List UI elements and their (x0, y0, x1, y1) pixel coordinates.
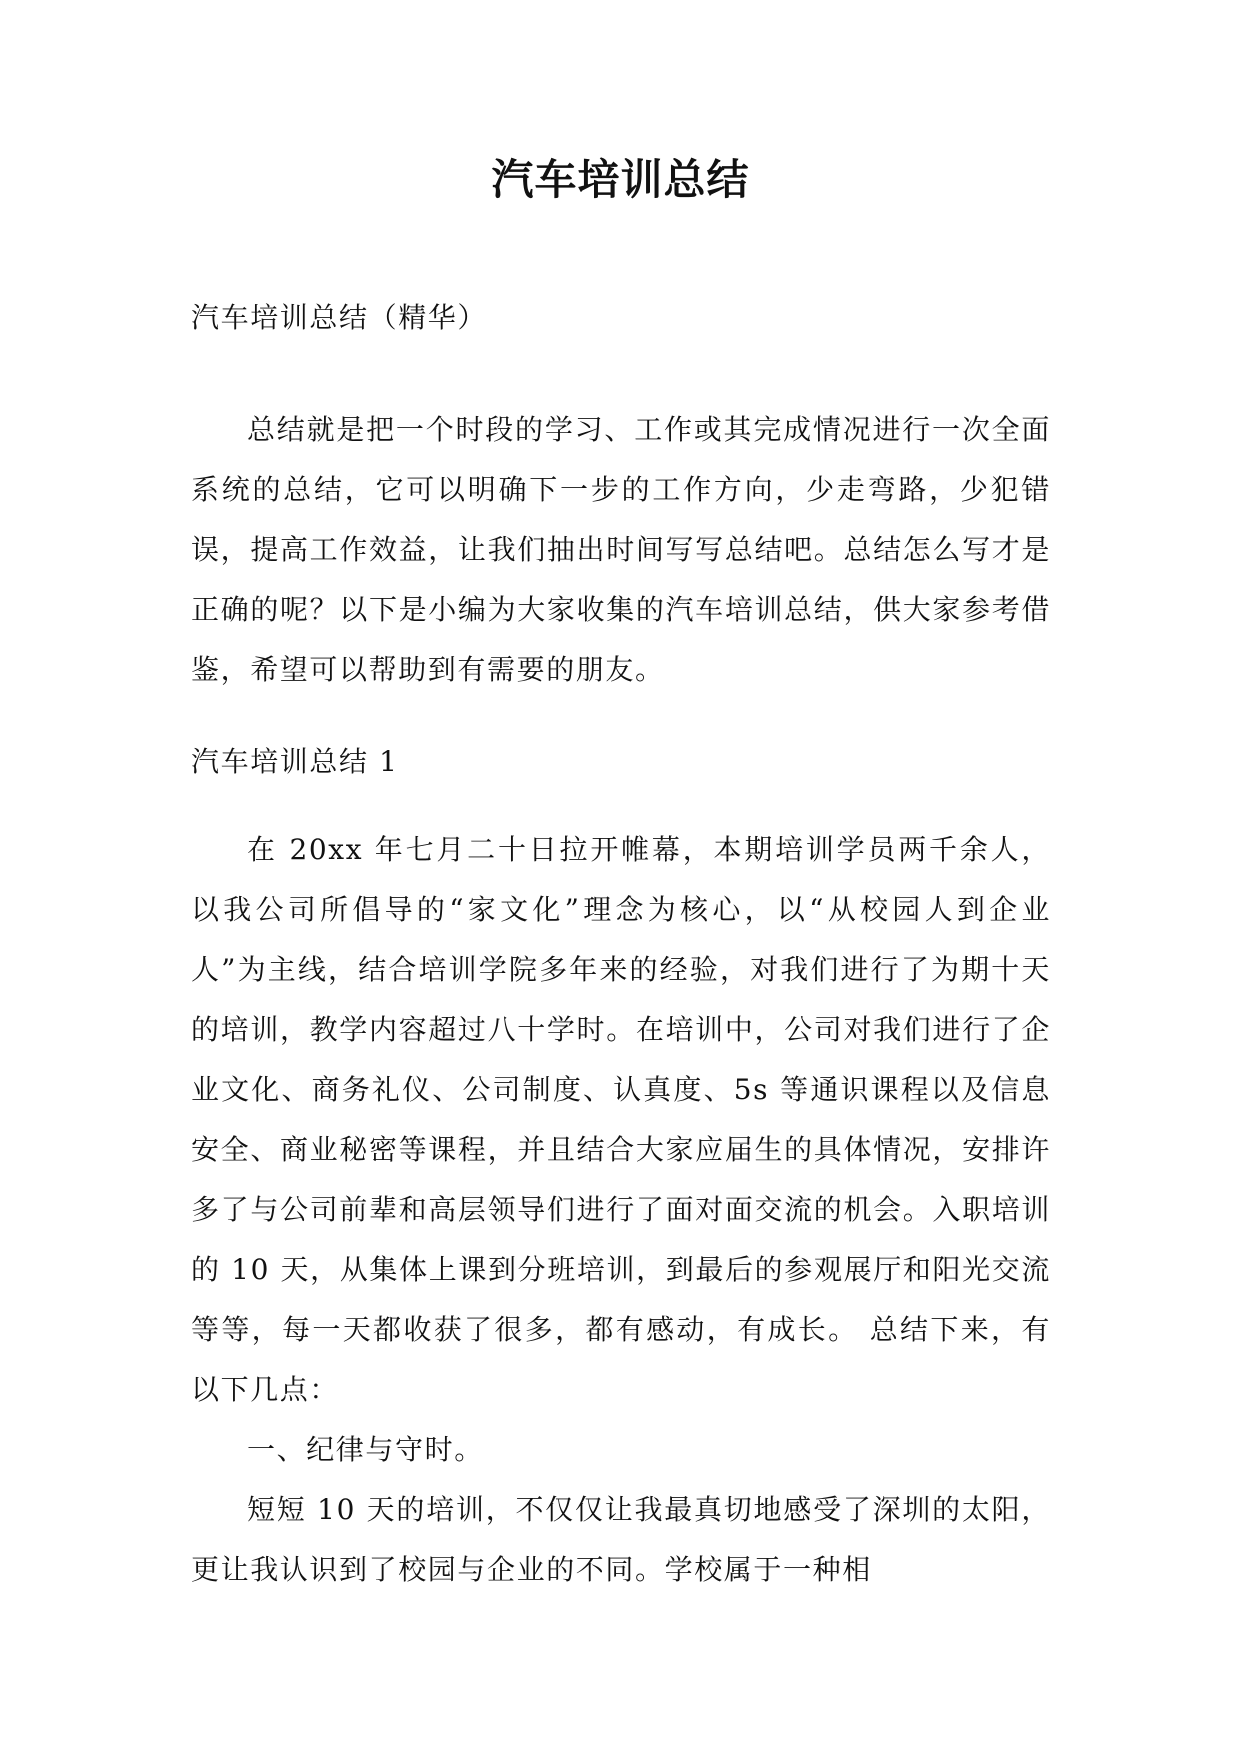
section-paragraph-continued: 短短 10 天的培训，不仅仅让我最真切地感受了深圳的太阳，更让我认识到了校园与企业的不同。学校属于一种相 (191, 1493, 1051, 1586)
section-heading: 汽车培训总结 1 (191, 745, 399, 778)
document-body (191, 288, 1051, 1600)
document-title: 汽车培训总结 (491, 155, 750, 204)
document-subtitle: 汽车培训总结（精华） (191, 301, 488, 334)
intro-paragraph: 总结就是把一个时段的学习、工作或其完成情况进行一次全面系统的总结，它可以明确下一步的工作方向，少走弯路，少犯错误，提高工作效益，让我们抽出时间写写总结吧。总结怎么写才是正确的呢？以下是小编为大家收集的汽车培训总结，供大家参考借鉴，希望可以帮助到有需要的朋友。 (191, 413, 1051, 686)
section-point-heading: 一、纪律与守时。 (247, 1433, 484, 1466)
section-paragraph: 在 20xx 年七月二十日拉开帷幕，本期培训学员两千余人，以我公司所倡导的“家文化”理念为核心，以“从校园人到企业人”为主线，结合培训学院多年来的经验，对我们进行了为期十天的培训，教学内容超过八十学时。在培训中，公司对我们进行了企业文化、商务礼仪、公司制度、认真度、5s 等通识课程以及信息安全、商业秘密等课程，并且结合大家应届生的具体情况，安排许多了与公司前辈和高层领导们进行了面对面交流的机会。入职培训的 10 天，从集体上课到分班培训，到最后的参观展厅和阳光交流等等，每一天都收获了很多，都有感动，有成长。 总结下来，有以下几点： (191, 833, 1051, 1406)
